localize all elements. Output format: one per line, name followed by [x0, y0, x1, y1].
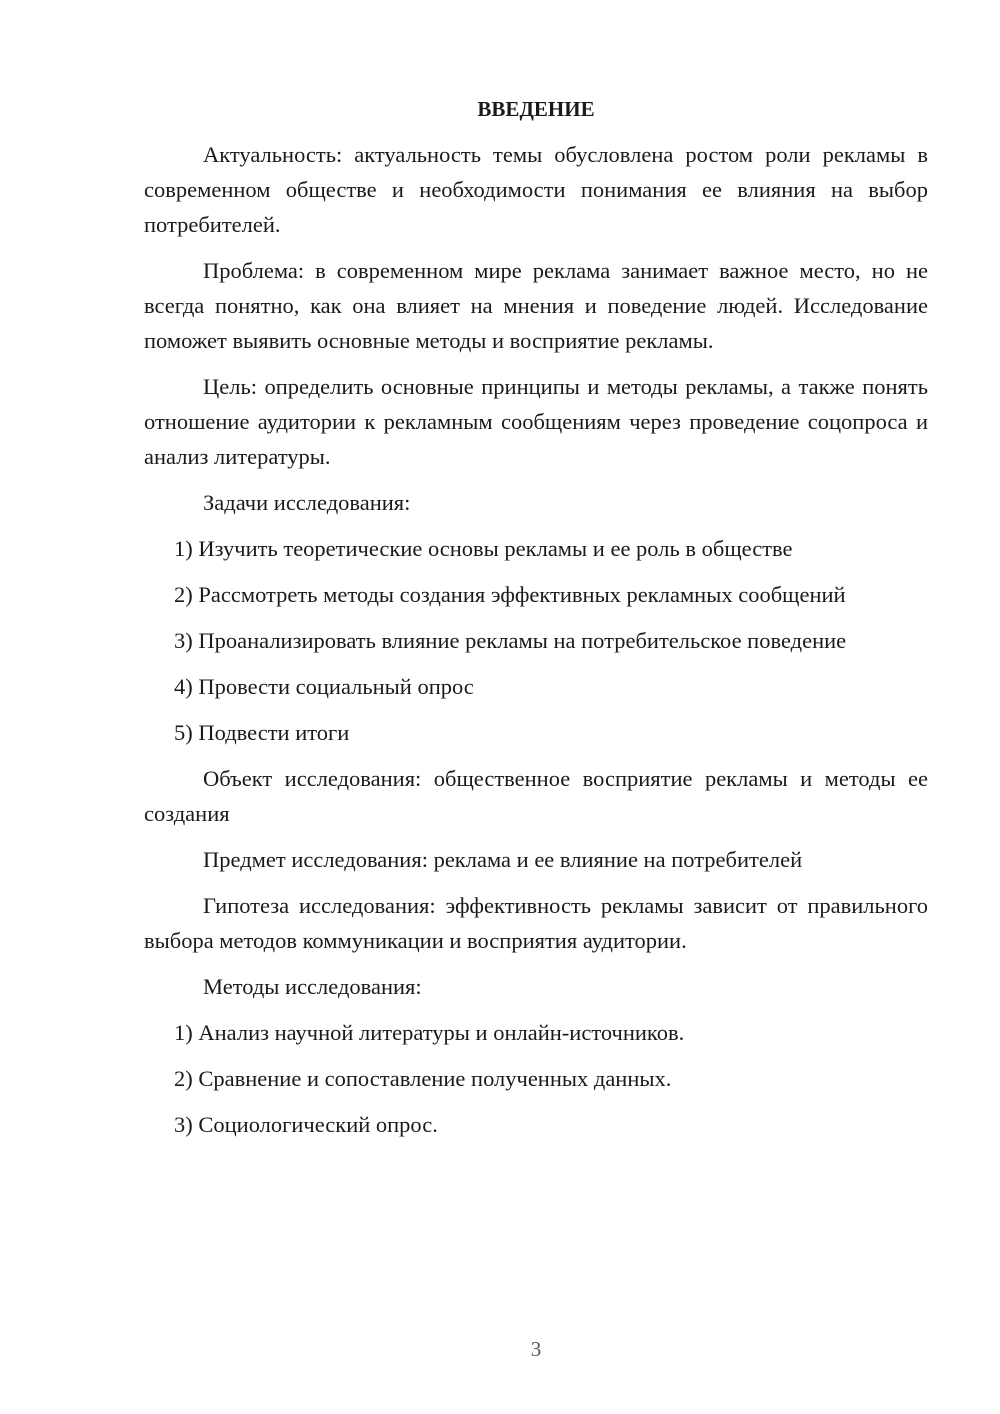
list-item: 4) Провести социальный опрос	[174, 674, 474, 699]
methods-label: Методы исследования:	[203, 974, 422, 999]
list-item: 3) Проанализировать влияние рекламы на потребительское поведение	[174, 628, 847, 653]
tasks-label: Задачи исследования:	[203, 490, 411, 515]
paragraph-goal: Цель: определить основные принципы и методы рекламы, а также понять отношение аудитории к рекламным сообщениям через проведение соцопроса и анализ литературы.	[144, 374, 928, 469]
list-item: 1) Анализ научной литературы и онлайн-источников.	[174, 1020, 685, 1045]
list-item: 5) Подвести итоги	[174, 720, 350, 745]
page-number: 3	[530, 1337, 542, 1361]
list-item: 2) Рассмотреть методы создания эффективных рекламных сообщений	[174, 582, 846, 607]
list-item: 1) Изучить теоретические основы рекламы и ее роль в обществе	[174, 536, 793, 561]
list-item: 2) Сравнение и сопоставление полученных данных.	[174, 1066, 672, 1091]
page-content	[144, 92, 928, 1153]
paragraph-relevance: Актуальность: актуальность темы обусловлена ростом роли рекламы в современном обществе и необходимости понимания ее влияния на выбор потребителей.	[144, 142, 928, 237]
methods-list	[144, 1015, 928, 1142]
tasks-list	[144, 531, 928, 750]
list-item: 3) Социологический опрос.	[174, 1112, 438, 1137]
section-title: ВВЕДЕНИЕ	[477, 97, 595, 121]
paragraph-problem: Проблема: в современном мире реклама занимает важное место, но не всегда понятно, как она влияет на мнения и поведение людей. Исследование поможет выявить основные методы и восприятие рекламы.	[144, 258, 928, 353]
paragraph-object: Объект исследования: общественное восприятие рекламы и методы ее создания	[144, 766, 928, 826]
paragraph-subject: Предмет исследования: реклама и ее влияние на потребителей	[203, 847, 803, 872]
paragraph-hypothesis: Гипотеза исследования: эффективность рекламы зависит от правильного выбора методов коммуникации и восприятия аудитории.	[144, 893, 928, 953]
